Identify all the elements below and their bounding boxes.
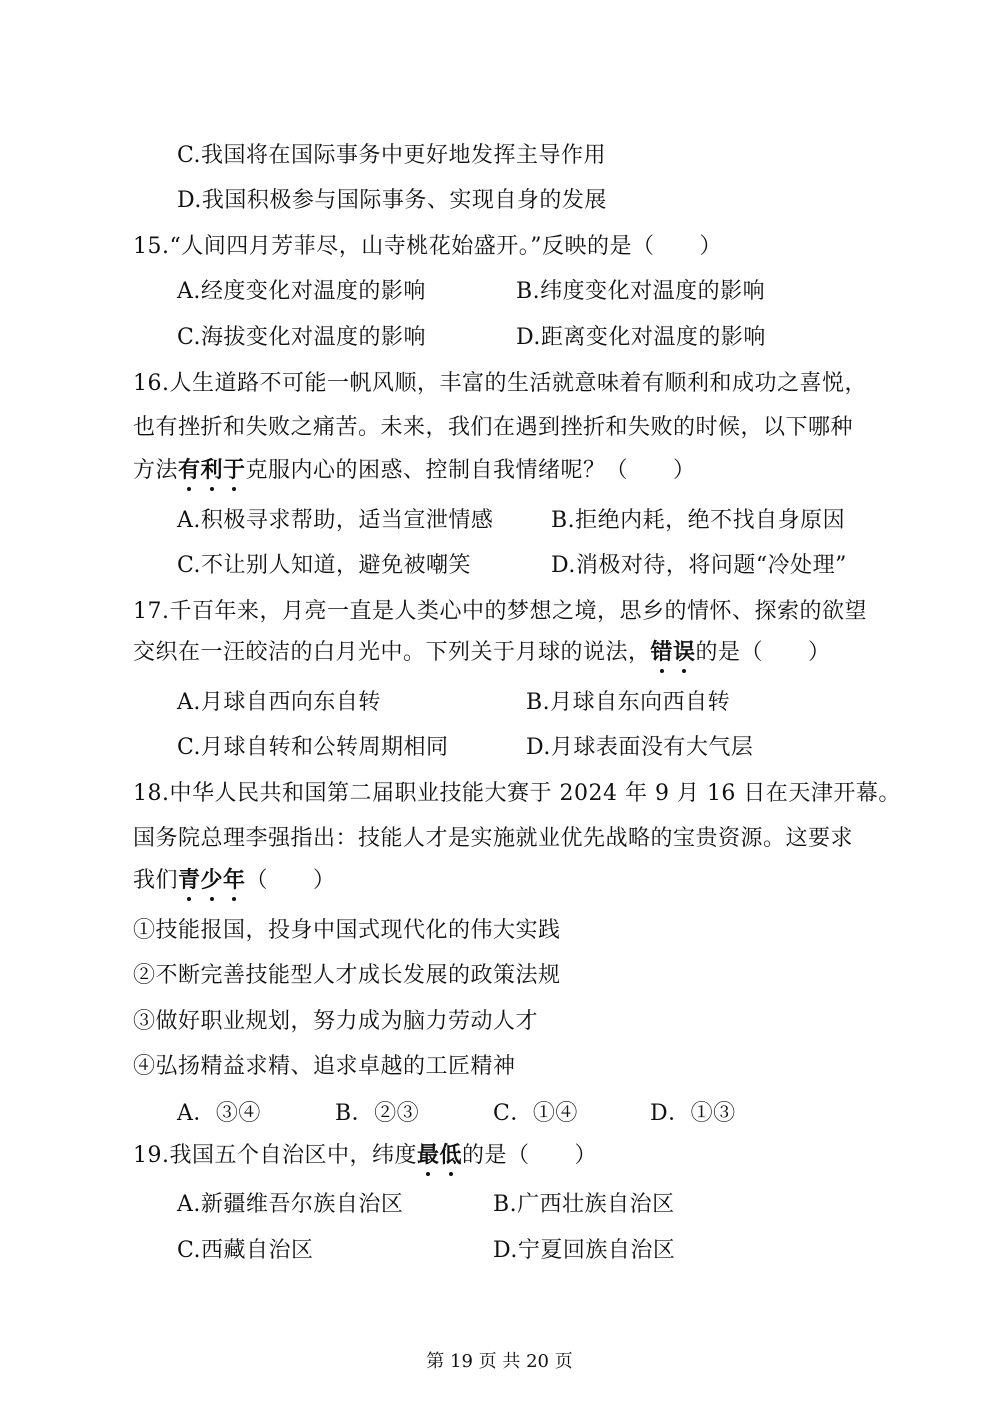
q14-option-c: C.我国将在国际事务中更好地发挥主导作用 [177, 143, 607, 168]
q18-option-d: D．①③ [650, 1101, 736, 1126]
q18-stem-line3-post: （ ） [245, 868, 336, 893]
emphasis-dots [417, 1172, 462, 1178]
q18-item-2: ②不断完善技能型人才成长发展的政策法规 [133, 963, 561, 988]
q15-option-b: B.纬度变化对温度的影响 [516, 279, 766, 304]
q18-emphasis-text: 青少年 [178, 868, 246, 893]
q19-stem-post: 的是（ ） [462, 1143, 598, 1168]
q18-emphasis [178, 868, 246, 893]
q18-stem-line3-pre: 我们 [133, 868, 179, 893]
q18-stem-line2: 国务院总理李强指出：技能人才是实施就业优先战略的宝贵资源。这要求 [133, 826, 854, 851]
q19-option-d: D.宁夏回族自治区 [493, 1238, 676, 1263]
q17-stem-line2 [133, 638, 831, 668]
q16-option-a: A.积极寻求帮助，适当宣泄情感 [177, 508, 494, 533]
q17-emphasis [651, 640, 696, 665]
q15-option-c: C.海拔变化对温度的影响 [177, 325, 427, 350]
q15-stem: 15.“人间四月芳菲尽，山寺桃花始盛开。”反映的是（ ） [133, 234, 722, 259]
q18-option-c: C．①④ [493, 1101, 578, 1126]
q18-item-3: ③做好职业规划，努力成为脑力劳动人才 [133, 1009, 539, 1034]
page-number-footer: 第 19 页 共 20 页 [426, 1351, 573, 1372]
q17-stem-line2-pre: 交织在一汪皎洁的白月光中。下列关于月球的说法， [133, 640, 651, 665]
q16-stem-line3 [133, 456, 696, 486]
q19-stem [133, 1141, 597, 1171]
q15-option-d: D.距离变化对温度的影响 [516, 325, 766, 350]
q19-option-c: C.西藏自治区 [177, 1238, 314, 1263]
q15-option-a: A.经度变化对温度的影响 [177, 279, 426, 304]
q17-option-c: C.月球自转和公转周期相同 [177, 735, 449, 760]
q19-emphasis [417, 1143, 462, 1168]
q17-stem-line1: 17.千百年来，月亮一直是人类心中的梦想之境，思乡的情怀、探索的欲望 [133, 599, 867, 624]
q17-option-b: B.月球自东向西自转 [526, 690, 731, 715]
q18-item-1: ①技能报国，投身中国式现代化的伟大实践 [133, 918, 561, 943]
q16-emphasis-text: 有利于 [178, 458, 246, 483]
q18-option-b: B．②③ [335, 1101, 420, 1126]
q19-option-a: A.新疆维吾尔族自治区 [177, 1192, 404, 1217]
q16-stem-line2: 也有挫折和失败之痛苦。未来，我们在遇到挫折和失败的时候，以下哪种 [133, 415, 854, 440]
q19-option-b: B.广西壮族自治区 [493, 1192, 675, 1217]
q17-stem-line2-post: 的是（ ） [695, 640, 831, 665]
q16-stem-line3-pre: 方法 [133, 458, 179, 483]
emphasis-dots [178, 487, 246, 493]
q16-stem-line1: 16.人生道路不可能一帆风顺，丰富的生活就意味着有顺利和成功之喜悦， [133, 371, 867, 396]
q16-option-b: B.拒绝内耗，绝不找自身原因 [551, 508, 846, 533]
q16-option-d: D.消极对待，将问题“冷处理” [551, 553, 847, 578]
q18-stem-line3 [133, 866, 336, 896]
q16-stem-line3-post: 克服内心的困惑、控制自我情绪呢？（ ） [245, 458, 696, 483]
q18-option-a: A．③④ [177, 1101, 261, 1126]
q16-emphasis [178, 458, 246, 483]
q16-option-c: C.不让别人知道，避免被嘲笑 [177, 553, 472, 578]
q19-emphasis-text: 最低 [417, 1143, 463, 1168]
q14-option-d: D.我国积极参与国际事务、实现自身的发展 [177, 188, 607, 213]
q18-stem-line1: 18.中华人民共和国第二届职业技能大赛于 2024 年 9 月 16 日在天津开幕。 [133, 781, 901, 806]
q17-option-a: A.月球自西向东自转 [177, 690, 381, 715]
q18-item-4: ④弘扬精益求精、追求卓越的工匠精神 [133, 1054, 516, 1079]
emphasis-dots [651, 669, 696, 675]
q19-stem-pre: 19.我国五个自治区中，纬度 [133, 1143, 417, 1168]
emphasis-dots [178, 897, 246, 903]
q17-emphasis-text: 错误 [650, 640, 696, 665]
q17-option-d: D.月球表面没有大气层 [526, 735, 754, 760]
